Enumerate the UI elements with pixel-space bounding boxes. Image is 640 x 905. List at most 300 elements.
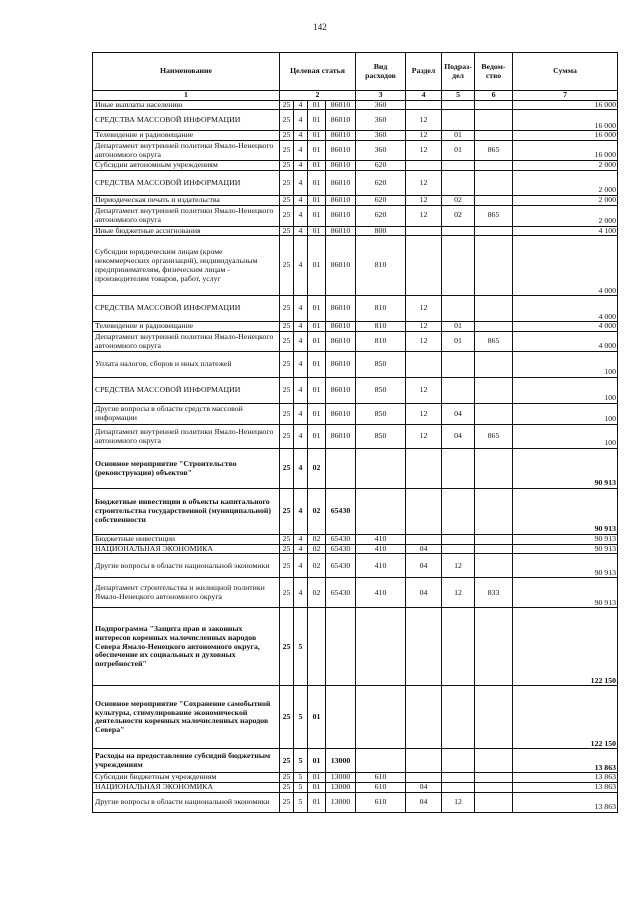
cell-vid: 360	[356, 131, 406, 141]
cell-vedomstvo	[475, 449, 513, 489]
cell-vedomstvo	[475, 544, 513, 554]
table-row	[93, 773, 618, 783]
cell-vid: 850	[356, 404, 406, 425]
cell-target-2: 4	[294, 578, 308, 608]
cell-target-4: 86010	[326, 332, 356, 352]
header-vedomstvo: Ведом-ство	[475, 53, 513, 91]
cell-summa: 4 100	[513, 226, 618, 236]
table-row	[93, 544, 618, 554]
cell-summa: 90 913	[513, 554, 618, 578]
cell-target-1: 25	[280, 792, 294, 812]
cell-target-3	[308, 608, 326, 686]
cell-summa: 90 913	[513, 544, 618, 554]
cell-summa: 100	[513, 352, 618, 378]
cell-target-1: 25	[280, 205, 294, 226]
cell-target-2: 4	[294, 535, 308, 545]
cell-vid: 410	[356, 535, 406, 545]
cell-target-2: 4	[294, 489, 308, 535]
column-number: 4	[406, 91, 442, 101]
cell-target-3: 02	[308, 449, 326, 489]
cell-target-3: 02	[308, 489, 326, 535]
cell-target-4: 86010	[326, 404, 356, 425]
cell-summa: 2 000	[513, 195, 618, 205]
cell-target-2: 4	[294, 205, 308, 226]
cell-razdel: 12	[406, 195, 442, 205]
cell-target-2: 4	[294, 100, 308, 110]
cell-target-2: 4	[294, 195, 308, 205]
cell-vid: 360	[356, 141, 406, 161]
cell-vedomstvo: 865	[475, 141, 513, 161]
cell-target-1: 25	[280, 783, 294, 793]
cell-name: Другие вопросы в области средств массовой информации	[93, 404, 280, 425]
cell-name: Уплата налогов, сборов и иных платежей	[93, 352, 280, 378]
table-row	[93, 161, 618, 171]
table-row	[93, 686, 618, 749]
cell-vedomstvo	[475, 535, 513, 545]
cell-name: Иные бюджетные ассигнования	[93, 226, 280, 236]
table-row	[93, 792, 618, 812]
cell-target-4: 86010	[326, 100, 356, 110]
cell-podrazdel	[442, 110, 475, 131]
cell-vid	[356, 686, 406, 749]
table-row	[93, 608, 618, 686]
cell-target-4: 86010	[326, 161, 356, 171]
table-row	[93, 110, 618, 131]
cell-vedomstvo	[475, 686, 513, 749]
cell-target-3: 02	[308, 554, 326, 578]
cell-vedomstvo: 865	[475, 332, 513, 352]
cell-name: Основное мероприятие "Сохранение самобытной культуры, стимулирование экономической деятельности коренных малочисленных народов Севера"	[93, 686, 280, 749]
table-row	[93, 170, 618, 195]
cell-vid: 610	[356, 792, 406, 812]
cell-vid: 810	[356, 332, 406, 352]
cell-target-2: 4	[294, 110, 308, 131]
cell-target-4: 65430	[326, 535, 356, 545]
cell-target-2: 4	[294, 332, 308, 352]
cell-target-4: 86010	[326, 352, 356, 378]
cell-summa: 90 913	[513, 535, 618, 545]
cell-target-3: 02	[308, 578, 326, 608]
cell-vedomstvo	[475, 352, 513, 378]
cell-target-2: 4	[294, 425, 308, 449]
cell-target-2: 4	[294, 226, 308, 236]
table-row	[93, 535, 618, 545]
cell-name: Подпрограмма "Защита прав и законных интересов коренных малочисленных народов Севера Ямало-Ненецкого автономного округа, обеспечение их социальных и духовных потребностей"	[93, 608, 280, 686]
cell-vedomstvo	[475, 226, 513, 236]
cell-name: Департамент строительства и жилищной политики Ямало-Ненецкого автономного округа	[93, 578, 280, 608]
cell-vid: 810	[356, 236, 406, 296]
cell-target-3: 01	[308, 783, 326, 793]
cell-vid: 360	[356, 100, 406, 110]
cell-target-3: 01	[308, 161, 326, 171]
cell-target-2: 5	[294, 608, 308, 686]
cell-target-4: 86010	[326, 170, 356, 195]
cell-razdel	[406, 608, 442, 686]
cell-podrazdel: 01	[442, 332, 475, 352]
cell-podrazdel: 01	[442, 322, 475, 332]
cell-target-3: 01	[308, 170, 326, 195]
cell-target-4: 65430	[326, 544, 356, 554]
table-row	[93, 749, 618, 773]
cell-name: Периодическая печать и издательства	[93, 195, 280, 205]
cell-vid: 610	[356, 783, 406, 793]
cell-podrazdel: 04	[442, 425, 475, 449]
cell-target-1: 25	[280, 296, 294, 322]
cell-vid: 610	[356, 773, 406, 783]
table-row	[93, 100, 618, 110]
table-row	[93, 296, 618, 322]
header-razdel: Раздел	[406, 53, 442, 91]
cell-summa: 2 000	[513, 161, 618, 171]
cell-name: НАЦИОНАЛЬНАЯ ЭКОНОМИКА	[93, 783, 280, 793]
cell-razdel: 12	[406, 170, 442, 195]
cell-target-4: 65430	[326, 489, 356, 535]
cell-summa: 13 863	[513, 783, 618, 793]
cell-summa: 122 150	[513, 686, 618, 749]
cell-target-2: 5	[294, 686, 308, 749]
table-row	[93, 131, 618, 141]
cell-podrazdel	[442, 608, 475, 686]
cell-vid: 410	[356, 578, 406, 608]
cell-summa: 16 000	[513, 141, 618, 161]
cell-target-2: 4	[294, 352, 308, 378]
cell-podrazdel	[442, 686, 475, 749]
cell-vedomstvo	[475, 792, 513, 812]
cell-razdel	[406, 773, 442, 783]
cell-name: НАЦИОНАЛЬНАЯ ЭКОНОМИКА	[93, 544, 280, 554]
cell-target-3: 01	[308, 110, 326, 131]
cell-target-2: 4	[294, 544, 308, 554]
cell-target-1: 25	[280, 686, 294, 749]
cell-razdel: 12	[406, 131, 442, 141]
table-row	[93, 425, 618, 449]
cell-vid	[356, 449, 406, 489]
cell-summa: 100	[513, 425, 618, 449]
cell-target-4: 86010	[326, 296, 356, 322]
column-number: 6	[475, 91, 513, 101]
cell-razdel: 12	[406, 332, 442, 352]
table-row	[93, 195, 618, 205]
cell-target-4: 13000	[326, 773, 356, 783]
cell-summa: 2 000	[513, 170, 618, 195]
cell-target-1: 25	[280, 226, 294, 236]
cell-target-1: 25	[280, 535, 294, 545]
cell-target-3: 01	[308, 378, 326, 404]
cell-target-3: 01	[308, 792, 326, 812]
cell-vedomstvo: 833	[475, 578, 513, 608]
cell-name: СРЕДСТВА МАССОВОЙ ИНФОРМАЦИИ	[93, 378, 280, 404]
cell-target-1: 25	[280, 773, 294, 783]
cell-target-4: 86010	[326, 236, 356, 296]
table-row	[93, 404, 618, 425]
cell-name: Иные выплаты населению	[93, 100, 280, 110]
cell-target-4: 86010	[326, 226, 356, 236]
cell-target-1: 25	[280, 352, 294, 378]
header-podrazdel: Подраз-дел	[442, 53, 475, 91]
cell-target-3: 01	[308, 322, 326, 332]
column-number: 7	[513, 91, 618, 101]
cell-vid: 620	[356, 195, 406, 205]
cell-target-3: 01	[308, 236, 326, 296]
cell-summa: 122 150	[513, 608, 618, 686]
cell-razdel: 12	[406, 378, 442, 404]
cell-name: СРЕДСТВА МАССОВОЙ ИНФОРМАЦИИ	[93, 296, 280, 322]
cell-podrazdel: 01	[442, 141, 475, 161]
header-name: Наименование	[93, 53, 280, 91]
cell-vedomstvo	[475, 404, 513, 425]
cell-podrazdel	[442, 352, 475, 378]
table-row	[93, 322, 618, 332]
cell-podrazdel	[442, 449, 475, 489]
cell-razdel: 12	[406, 425, 442, 449]
cell-vid: 410	[356, 554, 406, 578]
cell-target-4	[326, 449, 356, 489]
cell-summa: 4 000	[513, 296, 618, 322]
cell-target-1: 25	[280, 170, 294, 195]
cell-name: Субсидии автономным учреждениям	[93, 161, 280, 171]
cell-name: Другие вопросы в области национальной экономики	[93, 792, 280, 812]
cell-target-3: 01	[308, 296, 326, 322]
cell-target-1: 25	[280, 749, 294, 773]
cell-target-4: 86010	[326, 110, 356, 131]
cell-target-1: 25	[280, 449, 294, 489]
cell-name: Другие вопросы в области национальной экономики	[93, 554, 280, 578]
cell-podrazdel	[442, 161, 475, 171]
column-number: 5	[442, 91, 475, 101]
cell-target-2: 4	[294, 322, 308, 332]
cell-razdel: 04	[406, 792, 442, 812]
cell-summa: 16 000	[513, 100, 618, 110]
cell-target-3: 01	[308, 332, 326, 352]
cell-target-1: 25	[280, 378, 294, 404]
column-number: 3	[356, 91, 406, 101]
cell-podrazdel	[442, 544, 475, 554]
cell-vedomstvo	[475, 783, 513, 793]
cell-name: Телевидение и радиовещание	[93, 131, 280, 141]
cell-target-4	[326, 608, 356, 686]
cell-razdel	[406, 226, 442, 236]
cell-razdel: 04	[406, 578, 442, 608]
cell-vedomstvo	[475, 378, 513, 404]
cell-name: СРЕДСТВА МАССОВОЙ ИНФОРМАЦИИ	[93, 170, 280, 195]
cell-target-4: 86010	[326, 322, 356, 332]
cell-vid	[356, 489, 406, 535]
cell-vedomstvo	[475, 110, 513, 131]
cell-razdel: 12	[406, 322, 442, 332]
cell-target-2: 4	[294, 161, 308, 171]
cell-target-3: 01	[308, 100, 326, 110]
cell-target-2: 4	[294, 449, 308, 489]
cell-target-3: 01	[308, 352, 326, 378]
cell-vedomstvo	[475, 100, 513, 110]
cell-razdel	[406, 236, 442, 296]
cell-target-2: 4	[294, 141, 308, 161]
cell-podrazdel: 04	[442, 404, 475, 425]
table-row	[93, 489, 618, 535]
cell-target-3: 01	[308, 425, 326, 449]
table-row	[93, 783, 618, 793]
cell-target-1: 25	[280, 544, 294, 554]
cell-razdel	[406, 489, 442, 535]
cell-vedomstvo	[475, 749, 513, 773]
cell-summa: 13 863	[513, 773, 618, 783]
cell-target-3: 01	[308, 131, 326, 141]
cell-target-1: 25	[280, 578, 294, 608]
cell-vid: 360	[356, 110, 406, 131]
cell-vedomstvo	[475, 489, 513, 535]
cell-vid: 410	[356, 544, 406, 554]
table-row	[93, 141, 618, 161]
cell-vedomstvo: 865	[475, 425, 513, 449]
table-row	[93, 332, 618, 352]
cell-razdel	[406, 352, 442, 378]
cell-summa: 90 913	[513, 489, 618, 535]
cell-target-1: 25	[280, 489, 294, 535]
cell-target-1: 25	[280, 161, 294, 171]
cell-razdel: 04	[406, 544, 442, 554]
cell-target-2: 4	[294, 131, 308, 141]
cell-target-3: 01	[308, 773, 326, 783]
cell-summa: 4 000	[513, 236, 618, 296]
cell-name: Телевидение и радиовещание	[93, 322, 280, 332]
cell-target-2: 4	[294, 170, 308, 195]
cell-vid: 620	[356, 205, 406, 226]
cell-target-1: 25	[280, 322, 294, 332]
cell-podrazdel	[442, 783, 475, 793]
cell-podrazdel	[442, 378, 475, 404]
cell-target-3: 01	[308, 195, 326, 205]
cell-name: Бюджетные инвестиции в объекты капитального строительства государственной (муниципальной) собственности	[93, 489, 280, 535]
cell-target-2: 4	[294, 378, 308, 404]
cell-name: Департамент внутренней политики Ямало-Ненецкого автономного округа	[93, 332, 280, 352]
cell-target-1: 25	[280, 141, 294, 161]
cell-target-2: 5	[294, 749, 308, 773]
cell-vedomstvo	[475, 236, 513, 296]
cell-name: Расходы на предоставление субсидий бюджетным учреждениям	[93, 749, 280, 773]
cell-target-1: 25	[280, 332, 294, 352]
cell-target-4: 86010	[326, 141, 356, 161]
cell-name: Департамент внутренней политики Ямало-Ненецкого автономного округа	[93, 141, 280, 161]
cell-razdel	[406, 161, 442, 171]
cell-vedomstvo	[475, 131, 513, 141]
cell-podrazdel	[442, 170, 475, 195]
cell-target-4: 13000	[326, 749, 356, 773]
cell-name: СРЕДСТВА МАССОВОЙ ИНФОРМАЦИИ	[93, 110, 280, 131]
cell-vedomstvo: 865	[475, 205, 513, 226]
cell-name: Основное мероприятие "Строительство (реконструкция) объектов"	[93, 449, 280, 489]
table-header-row	[93, 53, 618, 91]
cell-summa: 4 000	[513, 322, 618, 332]
cell-podrazdel	[442, 489, 475, 535]
cell-razdel	[406, 100, 442, 110]
table-row	[93, 554, 618, 578]
cell-target-4: 13000	[326, 783, 356, 793]
cell-target-2: 4	[294, 236, 308, 296]
cell-target-1: 25	[280, 554, 294, 578]
cell-razdel: 12	[406, 205, 442, 226]
cell-target-4: 86010	[326, 205, 356, 226]
cell-vid: 810	[356, 296, 406, 322]
cell-podrazdel	[442, 535, 475, 545]
cell-vedomstvo	[475, 773, 513, 783]
cell-name: Бюджетные инвестиции	[93, 535, 280, 545]
cell-target-2: 5	[294, 773, 308, 783]
cell-vid	[356, 608, 406, 686]
cell-vedomstvo	[475, 608, 513, 686]
table-row	[93, 205, 618, 226]
header-vid: Вид расходов	[356, 53, 406, 91]
cell-podrazdel	[442, 773, 475, 783]
cell-name: Субсидии юридическим лицам (кроме некоммерческих организаций), индивидуальным предпринимателям, физическим лицам - производителям товаров, работ, услуг	[93, 236, 280, 296]
cell-podrazdel: 12	[442, 578, 475, 608]
cell-vid	[356, 749, 406, 773]
cell-podrazdel	[442, 100, 475, 110]
cell-target-3: 01	[308, 226, 326, 236]
cell-target-1: 25	[280, 404, 294, 425]
cell-target-4: 65430	[326, 554, 356, 578]
cell-vid: 620	[356, 170, 406, 195]
cell-podrazdel	[442, 226, 475, 236]
cell-vid: 850	[356, 378, 406, 404]
cell-name: Департамент внутренней политики Ямало-Ненецкого автономного округа	[93, 425, 280, 449]
cell-target-2: 4	[294, 296, 308, 322]
cell-razdel	[406, 686, 442, 749]
table-row	[93, 352, 618, 378]
cell-podrazdel	[442, 236, 475, 296]
cell-podrazdel	[442, 749, 475, 773]
table-row	[93, 378, 618, 404]
cell-target-3: 01	[308, 205, 326, 226]
cell-target-3: 01	[308, 404, 326, 425]
cell-vedomstvo	[475, 170, 513, 195]
cell-target-4	[326, 686, 356, 749]
cell-razdel: 12	[406, 404, 442, 425]
column-number: 2	[280, 91, 356, 101]
cell-razdel: 12	[406, 110, 442, 131]
cell-podrazdel: 01	[442, 131, 475, 141]
cell-vedomstvo	[475, 322, 513, 332]
cell-razdel: 04	[406, 554, 442, 578]
cell-razdel: 12	[406, 296, 442, 322]
column-number: 1	[93, 91, 280, 101]
cell-target-1: 25	[280, 195, 294, 205]
cell-summa: 90 913	[513, 449, 618, 489]
cell-razdel: 12	[406, 141, 442, 161]
table-row	[93, 226, 618, 236]
cell-summa: 16 000	[513, 110, 618, 131]
cell-target-4: 86010	[326, 131, 356, 141]
cell-summa: 13 863	[513, 792, 618, 812]
cell-target-4: 65430	[326, 578, 356, 608]
cell-target-1: 25	[280, 110, 294, 131]
cell-target-1: 25	[280, 425, 294, 449]
cell-summa: 2 000	[513, 205, 618, 226]
cell-razdel	[406, 749, 442, 773]
cell-target-1: 25	[280, 236, 294, 296]
cell-target-2: 4	[294, 404, 308, 425]
cell-summa: 100	[513, 404, 618, 425]
cell-target-2: 5	[294, 792, 308, 812]
cell-vedomstvo	[475, 296, 513, 322]
cell-podrazdel: 02	[442, 195, 475, 205]
cell-podrazdel: 12	[442, 792, 475, 812]
cell-name: Департамент внутренней политики Ямало-Ненецкого автономного округа	[93, 205, 280, 226]
cell-target-3: 01	[308, 749, 326, 773]
cell-razdel	[406, 535, 442, 545]
budget-table	[92, 52, 618, 813]
cell-summa: 4 000	[513, 332, 618, 352]
table-row	[93, 578, 618, 608]
